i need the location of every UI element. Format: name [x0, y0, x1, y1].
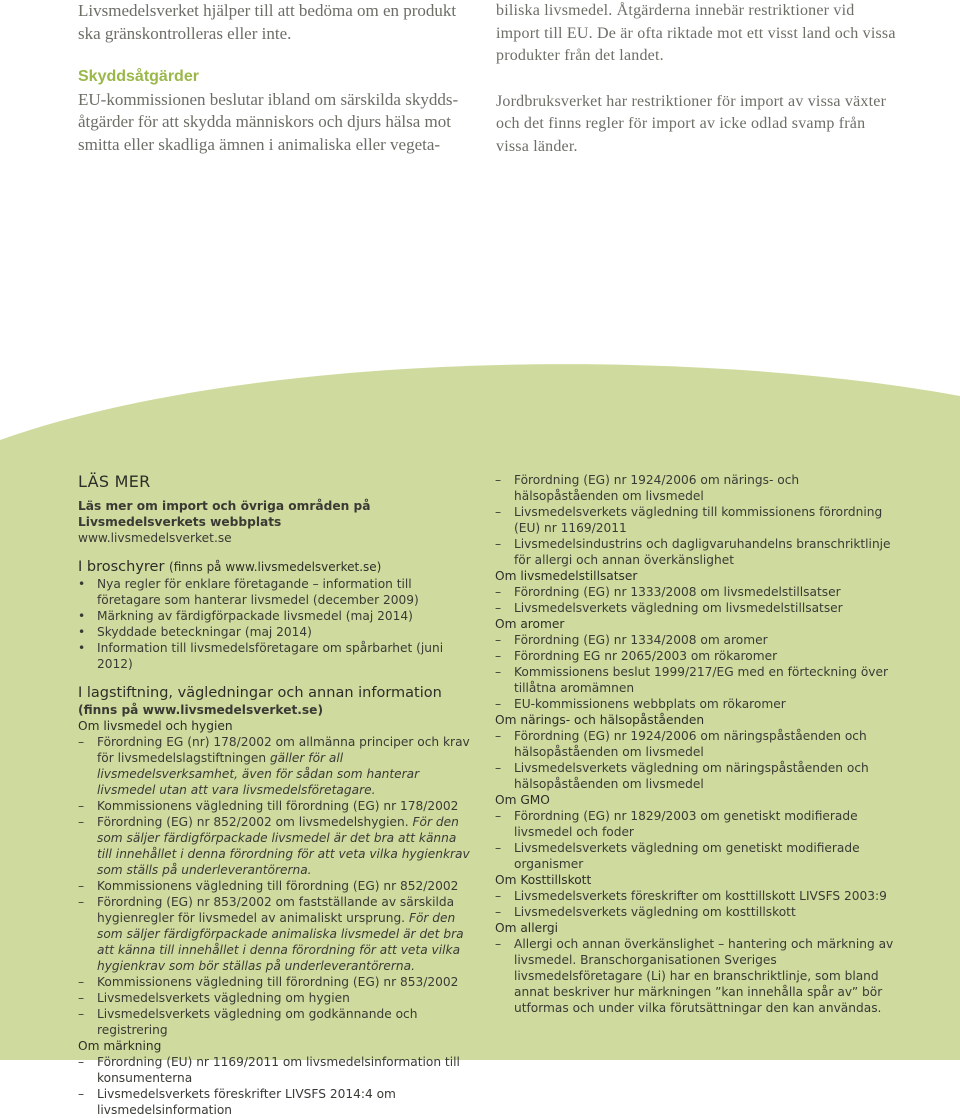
dash-marker: – [495, 473, 502, 487]
section-label: Om närings- och hälsopåståenden [495, 713, 705, 727]
list-item-note: För den som säljer färdigförpackade livsmedel är det bra att känna till innehållet i denna förordning för att veta vilka hygienkrav som ställs på underleverantörerna. [97, 815, 470, 877]
right-lead-list [495, 472, 895, 568]
dash-marker: – [78, 1055, 85, 1069]
dash-marker: – [78, 815, 85, 829]
bullet-marker: • [78, 641, 86, 655]
list-item [495, 472, 895, 504]
section-label: Om Kosttillskott [495, 873, 592, 887]
list-item-text: Märkning av färdigförpackade livsmedel (maj 2014) [97, 609, 413, 623]
las-mer-heading: LÄS MER [78, 472, 151, 491]
dash-marker: – [495, 665, 502, 679]
list-item [495, 632, 895, 648]
list-item-text: Nya regler för enklare företagande – information till företagare som hanterar livsmedel (december 2009) [97, 577, 419, 607]
dash-marker: – [78, 895, 85, 909]
dash-marker: – [495, 537, 502, 551]
list-item [495, 584, 895, 600]
dash-marker: – [495, 841, 502, 855]
list-item [495, 648, 895, 664]
dash-marker: – [78, 799, 85, 813]
list-item [495, 504, 895, 536]
list-item-text: Skyddade beteckningar (maj 2014) [97, 625, 312, 639]
list-item-text: Livsmedelsverkets vägledning till kommissionens förordning (EU) nr 1169/2011 [514, 505, 883, 535]
list-item [78, 894, 473, 974]
skyddsatgarder-paragraph: EU-kommissionen beslutar ibland om särskilda skyddsåtgärder för att skydda människors och djurs hälsa mot smitta eller skadliga ämnen i animaliska eller vegeta- [78, 89, 459, 154]
list-item-text: Förordning (EG) nr 1924/2006 om närings- och hälsopåståenden om livsmedel [514, 473, 800, 503]
dash-marker: – [495, 505, 502, 519]
list-item-text: Livsmedelsverkets vägledning om kosttillskott [514, 905, 796, 919]
right-sections [495, 568, 895, 1016]
list-item-text: Livsmedelsverkets vägledning om hygien [97, 991, 350, 1005]
list-item-text: Förordning (EG) nr 852/2002 om livsmedelshygien. [97, 815, 409, 829]
dash-marker: – [495, 697, 502, 711]
list-item-text: Livsmedelsverkets föreskrifter LIVSFS 2014:4 om livsmedelsinformation [97, 1087, 396, 1117]
las-mer-right-column [495, 472, 895, 1016]
broschyr-list [78, 576, 473, 672]
dash-marker: – [495, 889, 502, 903]
section-label: Om GMO [495, 793, 550, 807]
broschyrer-heading [78, 558, 473, 576]
list-item-text: Förordning EG nr 2065/2003 om rökaromer [514, 649, 778, 663]
bullet-marker: • [78, 609, 86, 623]
dash-marker: – [78, 975, 85, 989]
section-label: Om livsmedel och hygien [78, 719, 233, 733]
list-item-text: Livsmedelsverkets vägledning om genetiskt modifierade organismer [514, 841, 860, 871]
section-label: Om livsmedelstillsatser [495, 569, 638, 583]
list-item [495, 904, 895, 920]
list-item [78, 1054, 473, 1086]
top-left-column [78, 0, 478, 156]
bullet-marker: • [78, 577, 86, 591]
jordbruksverket-paragraph: Jordbruksverket har restriktioner för import av vissa växter och det finns regler för import av icke odlad svamp från vissa länder. [496, 92, 887, 155]
list-item-text: Förordning (EG) nr 1333/2008 om livsmedelstillsatser [514, 585, 841, 599]
dash-marker: – [495, 937, 502, 951]
list-item-text: Livsmedelsverkets vägledning om godkännande och registrering [97, 1007, 418, 1037]
dash-marker: – [78, 991, 85, 1005]
dash-marker: – [495, 905, 502, 919]
list-item-text: Förordning (EU) nr 1169/2011 om livsmedelsinformation till konsumenterna [97, 1055, 460, 1085]
list-item-text: Livsmedelsindustrins och dagligvaruhandelns branschriktlinje för allergi och annan överkänslighet [514, 537, 891, 567]
dash-marker: – [78, 879, 85, 893]
broschyrer-title: I broschyrer [78, 559, 165, 575]
lagstiftning-heading: I lagstiftning, vägledningar och annan information [78, 685, 442, 701]
list-item-text: Förordning (EG) nr 1829/2003 om genetiskt modifierade livsmedel och foder [514, 809, 858, 839]
dash-marker: – [495, 601, 502, 615]
dash-marker: – [78, 1087, 85, 1101]
list-item-text: Förordning (EG) nr 853/2002 om fastställande av särskilda hygienregler för livsmedel av animaliskt ursprung. [97, 895, 455, 925]
list-item [495, 808, 895, 840]
section-label: Om aromer [495, 617, 565, 631]
list-item-text: Allergi och annan överkänslighet – hantering och märkning av livsmedel. Branschorganisationen Sveriges livsmedelsföretagare (Li) har en branschriktlinje, som bland annat beskriver hur märkningen ”kan innehålla spår av” bör utformas och under vilka förutsättningar den kan användas. [514, 937, 894, 1015]
list-item [78, 974, 473, 990]
las-mer-intro: Läs mer om import och övriga områden på Livsmedelsverkets webbplats [78, 499, 371, 529]
list-item [78, 624, 473, 640]
list-item-text: Livsmedelsverkets vägledning om näringspåståenden och hälsopåståenden om livsmedel [514, 761, 869, 791]
list-item [495, 888, 895, 904]
list-item [78, 608, 473, 624]
left-sections [78, 718, 473, 1118]
dash-marker: – [495, 649, 502, 663]
list-item-text: Livsmedelsverkets vägledning om livsmedelstillsatser [514, 601, 843, 615]
list-item-text: Förordning EG (nr) 178/2002 om allmänna principer och krav för livsmedelslagstiftningen [97, 735, 470, 765]
bullet-marker: • [78, 625, 86, 639]
list-item-text: EU-kommissionens webbplats om rökaromer [514, 697, 786, 711]
dash-marker: – [495, 729, 502, 743]
list-item [78, 990, 473, 1006]
list-item [495, 840, 895, 872]
lagstiftning-note: (finns på www.livsmedelsverket.se) [78, 703, 324, 717]
dash-marker: – [495, 809, 502, 823]
list-item-text: Förordning (EG) nr 1924/2006 om näringspåståenden och hälsopåståenden om livsmedel [514, 729, 867, 759]
dash-marker: – [495, 633, 502, 647]
dash-marker: – [78, 735, 85, 749]
dash-marker: – [495, 585, 502, 599]
list-item [495, 600, 895, 616]
list-item [495, 728, 895, 760]
las-mer-left-column [78, 472, 473, 1118]
list-item [78, 878, 473, 894]
dash-marker: – [495, 761, 502, 775]
top-right-column [496, 0, 896, 158]
list-item [78, 1086, 473, 1118]
list-item [78, 798, 473, 814]
list-item [78, 734, 473, 798]
list-item-text: Kommissionens vägledning till förordning (EG) nr 178/2002 [97, 799, 459, 813]
dash-marker: – [78, 1007, 85, 1021]
list-item-text: Förordning (EG) nr 1334/2008 om aromer [514, 633, 768, 647]
broschyrer-note: (finns på www.livsmedelsverket.se) [169, 560, 382, 574]
list-item [495, 664, 895, 696]
list-item [495, 536, 895, 568]
list-item [78, 814, 473, 878]
list-item-text: Livsmedelsverkets föreskrifter om kosttillskott LIVSFS 2003:9 [514, 889, 887, 903]
list-item-text: Information till livsmedelsföretagare om spårbarhet (juni 2012) [97, 641, 444, 671]
intro-paragraph: Livsmedelsverket hjälper till att bedöma om en produkt ska gränskontrolleras eller inte. [78, 1, 457, 43]
website-link[interactable]: www.livsmedelsverket.se [78, 531, 232, 545]
list-item-text: Kommissionens beslut 1999/217/EG med en förteckning över tillåtna aromämnen [514, 665, 889, 695]
list-item-text: Kommissionens vägledning till förordning (EG) nr 852/2002 [97, 879, 459, 893]
list-item [78, 1006, 473, 1038]
list-item-note: För den som säljer färdigförpackade animaliska livsmedel är det bra att känna till innehållet i denna förordning för att veta vilka hygienkrav som bör ställas på underleverantörerna. [97, 911, 464, 973]
list-item [495, 936, 895, 1016]
list-item [495, 696, 895, 712]
section-label: Om märkning [78, 1039, 162, 1053]
list-item-note: gäller för all livsmedelsverksamhet, även för sådan som hanterar livsmedel utan att vara livsmedelsföretagare. [97, 751, 420, 797]
continued-paragraph: biliska livsmedel. Åtgärderna innebär restriktioner vid import till EU. De är ofta riktade mot ett visst land och vissa produkter från det landet. [496, 2, 896, 64]
list-item-text: Kommissionens vägledning till förordning (EG) nr 853/2002 [97, 975, 459, 989]
list-item [495, 760, 895, 792]
section-label: Om allergi [495, 921, 558, 935]
skyddsatgarder-heading: Skyddsåtgärder [78, 68, 199, 85]
list-item [78, 576, 473, 608]
list-item [78, 640, 473, 672]
